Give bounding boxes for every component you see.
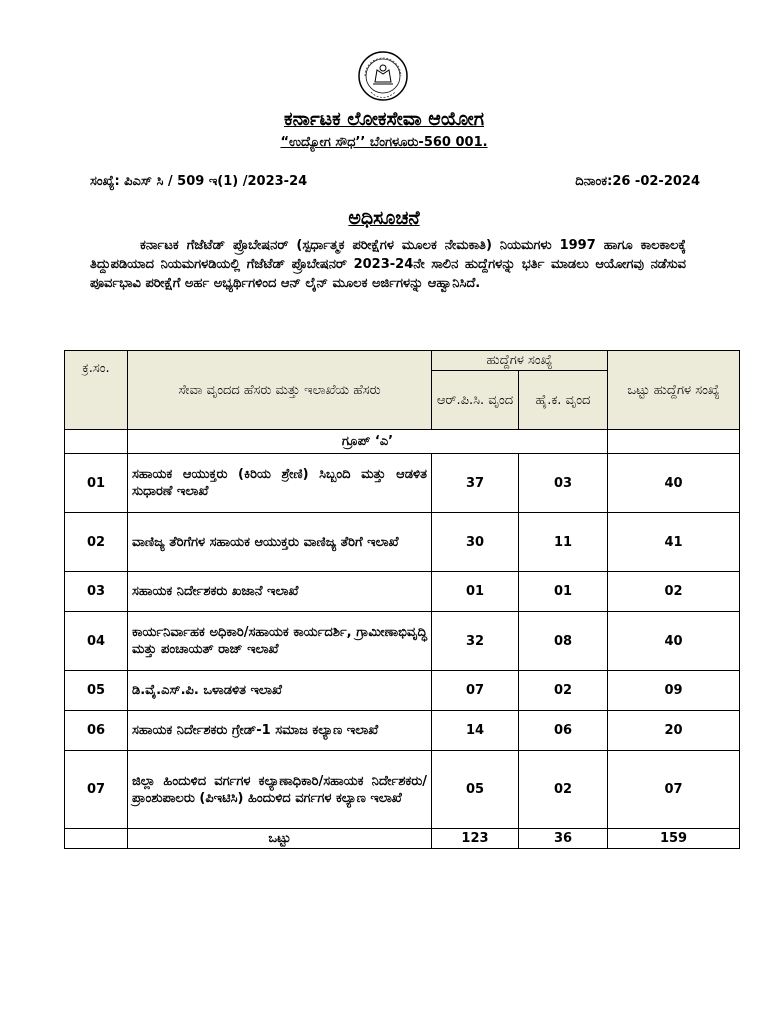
header-posts-count: ಹುದ್ದೆಗಳ ಸಂಖ್ಯೆ bbox=[432, 351, 608, 371]
header-rpc-cadre: ಆರ್.ಪಿ.ಸಿ. ವೃಂದ bbox=[432, 371, 519, 430]
header-sno: ಕ್ರ.ಸಂ. bbox=[65, 351, 128, 430]
row-service-name: ಸಹಾಯಕ ನಿರ್ದೇಶಕರು ಖಜಾನೆ ಇಲಾಖೆ bbox=[128, 572, 432, 612]
posts-table bbox=[64, 350, 740, 849]
commission-address: “ಉದ್ಯೋಗ ಸೌಧ’’ ಬೆಂಗಳೂರು-560 001. bbox=[280, 135, 488, 150]
totals-total: 159 bbox=[608, 829, 740, 849]
row-service-name: ಕಾರ್ಯನಿರ್ವಾಹಕ ಅಧಿಕಾರಿ/ಸಹಾಯಕ ಕಾರ್ಯದರ್ಶಿ, ಗ್ರಾಮೀಣಾಭಿವೃದ್ಧಿ ಮತ್ತು ಪಂಚಾಯತ್ ರಾಜ್ ಇಲಾಖೆ bbox=[128, 612, 432, 671]
row-sno: 03 bbox=[65, 572, 128, 612]
group-spacer-cell bbox=[65, 430, 128, 454]
group-a-label: ಗ್ರೂಪ್ ‘ಎ’ bbox=[128, 430, 608, 454]
reference-date: ದಿನಾಂಕ:26 -02-2024 bbox=[575, 174, 700, 189]
reference-line bbox=[90, 174, 700, 189]
table-row bbox=[65, 671, 740, 711]
row-rpc-count: 05 bbox=[432, 751, 519, 829]
table-row bbox=[65, 454, 740, 513]
reference-number: ಸಂಖ್ಯೆ: ಪಿಎಸ್ ಸಿ / 509 ಇ(1) /2023-24 bbox=[90, 174, 308, 189]
row-hk-count: 03 bbox=[519, 454, 608, 513]
row-hk-count: 01 bbox=[519, 572, 608, 612]
row-service-name: ಜಿಲ್ಲಾ ಹಿಂದುಳಿದ ವರ್ಗಗಳ ಕಲ್ಯಾಣಾಧಿಕಾರಿ/ಸಹಾಯಕ ನಿರ್ದೇಶಕರು/ಪ್ರಾಂಶುಪಾಲರು (ಪಿಇಟಿಸಿ) ಹಿಂದುಳಿದ ವರ್ಗಗಳ ಕಲ್ಯಾಣ ಇಲಾಖೆ bbox=[128, 751, 432, 829]
commission-title: ಕರ್ನಾಟಕ ಲೋಕಸೇವಾ ಆಯೋಗ bbox=[284, 108, 484, 130]
table-row bbox=[65, 711, 740, 751]
table-row bbox=[65, 513, 740, 572]
row-rpc-count: 01 bbox=[432, 572, 519, 612]
table-row bbox=[65, 572, 740, 612]
row-hk-count: 08 bbox=[519, 612, 608, 671]
notification-body: ಕರ್ನಾಟಕ ಗೆಜೆಟೆಡ್ ಪ್ರೊಬೇಷನರ್ (ಸ್ಪರ್ಧಾತ್ಮಕ ಪರೀಕ್ಷೆಗಳ ಮೂಲಕ ನೇಮಕಾತಿ) ನಿಯಮಗಳು 1997 ಹಾಗೂ ಕಾಲಕಾಲಕ್ಕೆ ತಿದ್ದುಪಡಿಯಾದ ನಿಯಮಗಳಡಿಯಲ್ಲಿ ಗೆಜೆಟೆಡ್ ಪ್ರೊಬೇಷನರ್ 2023-24ನೇ ಸಾಲಿನ ಹುದ್ದೆಗಳನ್ನು ಭರ್ತಿ ಮಾಡಲು ಆಯೋಗವು ನಡೆಸುವ ಪೂರ್ವಭಾವಿ ಪರೀಕ್ಷೆಗೆ ಅರ್ಹ ಅಭ್ಯರ್ಥಿಗಳಿಂದ ಆನ್ ಲೈನ್ ಮೂಲಕ ಅರ್ಜಿಗಳನ್ನು ಆಹ್ವಾನಿಸಿದೆ. bbox=[90, 238, 686, 291]
row-sno: 02 bbox=[65, 513, 128, 572]
row-total-count: 41 bbox=[608, 513, 740, 572]
row-service-name: ಡಿ.ವೈ.ಎಸ್.ಪಿ. ಒಳಾಡಳಿತ ಇಲಾಖೆ bbox=[128, 671, 432, 711]
row-total-count: 20 bbox=[608, 711, 740, 751]
table-row bbox=[65, 751, 740, 829]
row-total-count: 09 bbox=[608, 671, 740, 711]
row-sno: 01 bbox=[65, 454, 128, 513]
row-service-name: ಸಹಾಯಕ ನಿರ್ದೇಶಕರು ಗ್ರೇಡ್-1 ಸಮಾಜ ಕಲ್ಯಾಣ ಇಲಾಖೆ bbox=[128, 711, 432, 751]
totals-rpc: 123 bbox=[432, 829, 519, 849]
notification-heading: ಅಧಿಸೂಚನೆ bbox=[348, 207, 420, 229]
group-spacer-cell bbox=[608, 430, 740, 454]
totals-label: ಒಟ್ಟು bbox=[128, 829, 432, 849]
row-sno: 06 bbox=[65, 711, 128, 751]
row-total-count: 02 bbox=[608, 572, 740, 612]
row-sno: 07 bbox=[65, 751, 128, 829]
row-service-name: ಸಹಾಯಕ ಆಯುಕ್ತರು (ಕಿರಿಯ ಶ್ರೇಣಿ) ಸಿಬ್ಬಂದಿ ಮತ್ತು ಆಡಳಿತ ಸುಧಾರಣೆ ಇಲಾಖೆ bbox=[128, 454, 432, 513]
header-service-name: ಸೇವಾ ವೃಂದದ ಹೆಸರು ಮತ್ತು ಇಲಾಖೆಯ ಹೆಸರು bbox=[128, 351, 432, 430]
row-hk-count: 06 bbox=[519, 711, 608, 751]
row-hk-count: 02 bbox=[519, 671, 608, 711]
header-total-posts: ಒಟ್ಟು ಹುದ್ದೆಗಳ ಸಂಖ್ಯೆ bbox=[608, 351, 740, 430]
row-total-count: 40 bbox=[608, 612, 740, 671]
totals-spacer-cell bbox=[65, 829, 128, 849]
row-sno: 04 bbox=[65, 612, 128, 671]
totals-row bbox=[65, 829, 740, 849]
row-hk-count: 11 bbox=[519, 513, 608, 572]
row-rpc-count: 37 bbox=[432, 454, 519, 513]
totals-hk: 36 bbox=[519, 829, 608, 849]
row-rpc-count: 30 bbox=[432, 513, 519, 572]
row-rpc-count: 07 bbox=[432, 671, 519, 711]
row-total-count: 07 bbox=[608, 751, 740, 829]
row-total-count: 40 bbox=[608, 454, 740, 513]
row-rpc-count: 32 bbox=[432, 612, 519, 671]
row-rpc-count: 14 bbox=[432, 711, 519, 751]
state-emblem-seal-icon bbox=[357, 50, 409, 102]
row-hk-count: 02 bbox=[519, 751, 608, 829]
table-row bbox=[65, 612, 740, 671]
row-service-name: ವಾಣಿಜ್ಯ ತೆರಿಗೆಗಳ ಸಹಾಯಕ ಆಯುಕ್ತರು ವಾಣಿಜ್ಯ ತೆರಿಗೆ ಇಲಾಖೆ bbox=[128, 513, 432, 572]
row-sno: 05 bbox=[65, 671, 128, 711]
header-hk-cadre: ಹೈ.ಕ. ವೃಂದ bbox=[519, 371, 608, 430]
